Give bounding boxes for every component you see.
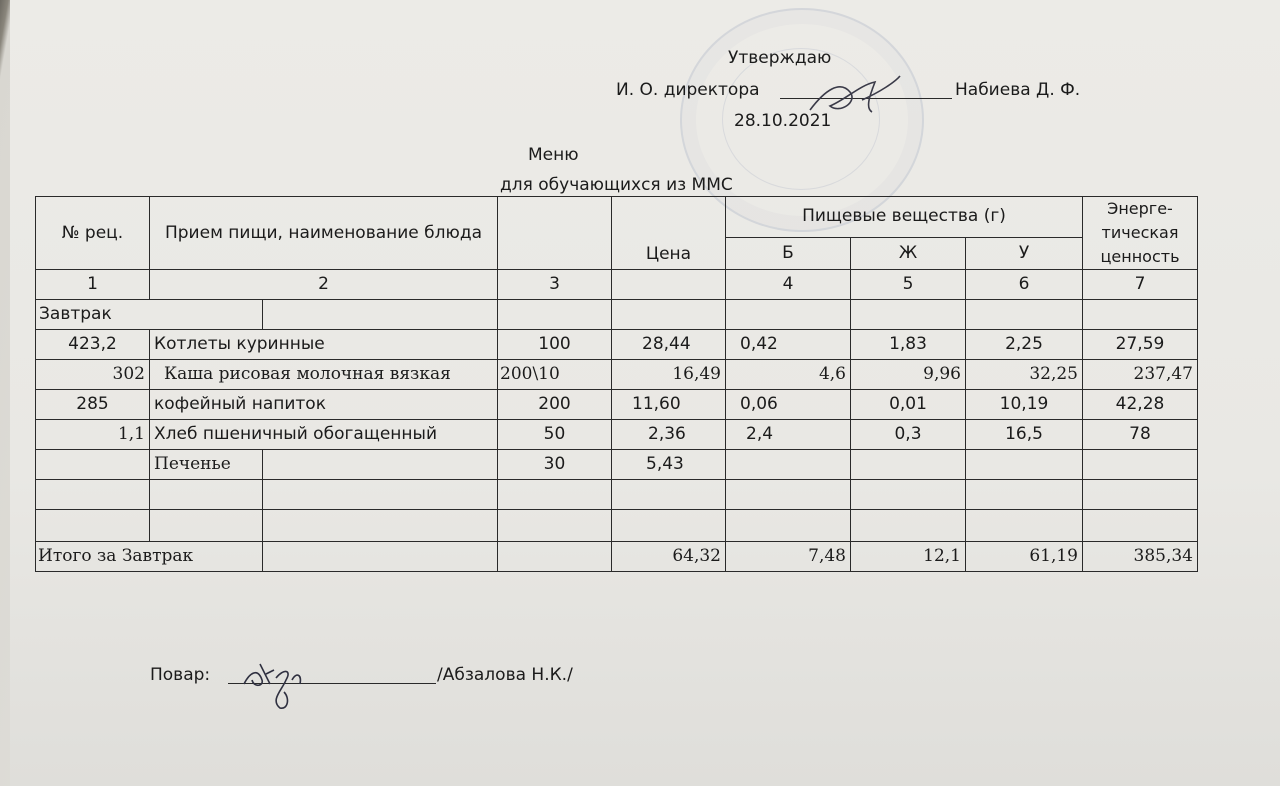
column-number	[612, 270, 726, 300]
director-name: Набиева Д. Ф.	[955, 80, 1081, 100]
total-price: 64,32	[612, 542, 726, 572]
dish-carbs: 32,25	[966, 360, 1083, 390]
dish-output: 50	[498, 420, 612, 450]
dish-name: Печенье	[150, 450, 263, 480]
dish-energy: 27,59	[1083, 330, 1198, 360]
column-number: 6	[966, 270, 1083, 300]
column-number: 7	[1083, 270, 1198, 300]
recipe-number: 285	[36, 390, 150, 420]
dish-price: 16,49	[612, 360, 726, 390]
dish-price: 5,43	[612, 450, 726, 480]
total-row	[36, 542, 1198, 572]
header-energy: Энерге-тическая ценность	[1083, 197, 1198, 270]
dish-output: 30	[498, 450, 612, 480]
dish-name: Каша рисовая молочная вязкая	[150, 360, 498, 390]
dish-output: 100	[498, 330, 612, 360]
cook-signature	[240, 650, 320, 712]
menu-title: Меню	[528, 145, 579, 165]
header-output	[498, 197, 612, 270]
menu-subtitle: для обучающихся из ММС	[500, 175, 733, 195]
section-row	[36, 300, 1198, 330]
total-carbs: 61,19	[966, 542, 1083, 572]
table-row	[36, 330, 1198, 360]
header-nutrients: Пищевые вещества (г)	[726, 197, 1083, 238]
dish-carbs: 2,25	[966, 330, 1083, 360]
dish-energy: 237,47	[1083, 360, 1198, 390]
dish-energy: 78	[1083, 420, 1198, 450]
dish-fat: 9,96	[851, 360, 966, 390]
table-row	[36, 450, 1198, 480]
total-label: Итого за Завтрак	[36, 542, 263, 572]
dish-protein: 2,4	[726, 420, 851, 450]
dish-energy	[1083, 450, 1198, 480]
dish-protein: 0,06	[726, 390, 851, 420]
cook-label: Повар:	[150, 665, 211, 685]
dish-fat: 0,3	[851, 420, 966, 450]
dish-fat	[851, 450, 966, 480]
dish-protein: 0,42	[726, 330, 851, 360]
dish-name: Хлеб пшеничный обогащенный	[150, 420, 498, 450]
empty-row	[36, 480, 1198, 510]
dish-price: 2,36	[612, 420, 726, 450]
recipe-number	[36, 450, 150, 480]
dish-output: 200\10	[498, 360, 612, 390]
approve-label: Утверждаю	[728, 48, 832, 68]
section-breakfast: Завтрак	[36, 300, 263, 330]
header-protein: Б	[726, 237, 851, 269]
dish-carbs: 16,5	[966, 420, 1083, 450]
dish-price: 28,44	[612, 330, 726, 360]
dish-carbs	[966, 450, 1083, 480]
dish-output: 200	[498, 390, 612, 420]
header-price: Цена	[612, 197, 726, 270]
dish-protein	[726, 450, 851, 480]
director-role: И. О. директора	[616, 80, 760, 100]
dish-name: кофейный напиток	[150, 390, 498, 420]
column-number: 1	[36, 270, 150, 300]
dish-fat: 1,83	[851, 330, 966, 360]
table-header-row	[36, 197, 1198, 238]
dish-carbs: 10,19	[966, 390, 1083, 420]
recipe-number: 423,2	[36, 330, 150, 360]
header-carbs: У	[966, 237, 1083, 269]
menu-table	[35, 196, 1198, 572]
table-row	[36, 360, 1198, 390]
recipe-number: 302	[36, 360, 150, 390]
column-number-row	[36, 270, 1198, 300]
total-fat: 12,1	[851, 542, 966, 572]
dish-protein: 4,6	[726, 360, 851, 390]
total-energy: 385,34	[1083, 542, 1198, 572]
table-row	[36, 420, 1198, 450]
column-number: 3	[498, 270, 612, 300]
cook-name: /Абзалова Н.К./	[437, 665, 573, 685]
total-protein: 7,48	[726, 542, 851, 572]
column-number: 4	[726, 270, 851, 300]
column-number: 2	[150, 270, 498, 300]
table-row	[36, 390, 1198, 420]
empty-row	[36, 510, 1198, 542]
header-dish-name: Прием пищи, наименование блюда	[150, 197, 498, 270]
header-recipe-number: № рец.	[36, 197, 150, 270]
recipe-number: 1,1	[36, 420, 150, 450]
dish-name: Котлеты куринные	[150, 330, 498, 360]
dish-fat: 0,01	[851, 390, 966, 420]
header-fat: Ж	[851, 237, 966, 269]
dish-price: 11,60	[612, 390, 726, 420]
column-number: 5	[851, 270, 966, 300]
approval-date: 28.10.2021	[734, 111, 832, 131]
dish-energy: 42,28	[1083, 390, 1198, 420]
